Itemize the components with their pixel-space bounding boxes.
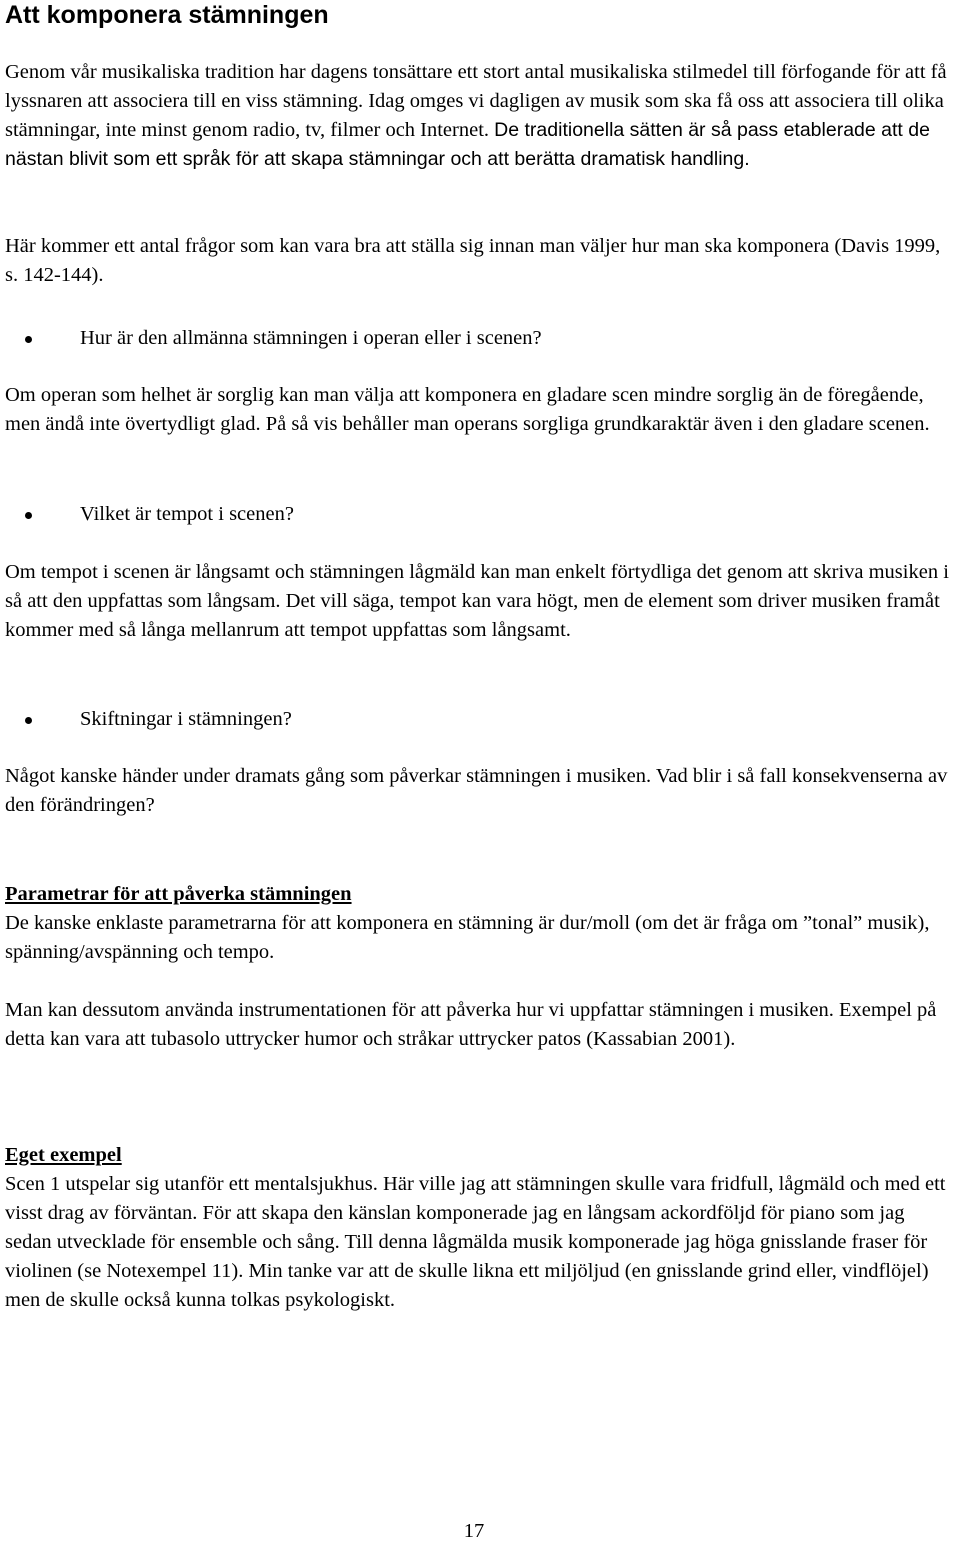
page-number: 17 — [463, 1520, 485, 1542]
section-parametrar-paragraph-2: Man kan dessutom använda instrumentationen för att påverka hur vi uppfattar stämningen i musiken. Exempel på detta kan vara att tubasolo uttrycker humor och stråkar uttrycker patos (Kassabian 2001). — [5, 999, 937, 1050]
page-title: Att komponera stämningen — [5, 1, 329, 29]
paragraph-1: Om operan som helhet är sorglig kan man välja att komponera en gladare scen mindre sorglig än de föregående, men ändå inte övertydligt glad. På så vis behåller man operans sorgliga grundkaraktär även i den gladare scenen. — [5, 384, 930, 435]
bullet-text: Vilket är tempot i scenen? — [80, 503, 294, 525]
questions-intro-paragraph: Här kommer ett antal frågor som kan vara bra att ställa sig innan man väljer hur man ska komponera (Davis 1999, s. 142-144). — [5, 235, 941, 286]
bullet-dot-icon — [25, 717, 32, 724]
bullet-dot-icon — [25, 512, 32, 519]
intro-serif-text: Genom vår musikaliska tradition har dagens tonsättare ett stort antal musikaliska stilmedel till förfogande för att få lyssnaren att associera till en viss stämning. Idag omges vi dagligen av musik som ska få oss att associera till olika stämningar, inte minst genom radio, tv, filmer och Internet. — [5, 61, 947, 141]
intro-paragraph — [5, 58, 953, 174]
section-eget-exempel — [5, 1141, 953, 1315]
bullet-text: Skiftningar i stämningen? — [80, 708, 292, 730]
bullet-dot-icon — [25, 336, 32, 343]
bullet-text: Hur är den allmänna stämningen i operan eller i scenen? — [80, 327, 542, 349]
section-heading-parametrar: Parametrar för att påverka stämningen — [5, 883, 352, 905]
section-parametrar — [5, 880, 953, 1054]
section-parametrar-paragraph-1: De kanske enklaste parametrarna för att komponera en stämning är dur/moll (om det är fråga om ”tonal” musik), spänning/avspänning och tempo. — [5, 912, 930, 963]
paragraph-3: Något kanske händer under dramats gång som påverkar stämningen i musiken. Vad blir i så fall konsekvenserna av den förändringen? — [5, 765, 948, 816]
paragraph-2: Om tempot i scenen är långsamt och stämningen lågmäld kan man enkelt förtydliga det genom att skriva musiken i så att den uppfattas som långsam. Det vill säga, tempot kan vara högt, men de element som driver musiken framåt kommer med så långa mellanrum att tempot uppfattas som långsamt. — [5, 561, 949, 641]
intro-sans-text: De traditionella sätten är så pass etablerade att de nästan blivit som ett språk för att skapa stämningar och att berätta dramatisk handling. — [5, 119, 930, 170]
section-exempel-paragraph: Scen 1 utspelar sig utanför ett mentalsjukhus. Här ville jag att stämningen skulle vara fridfull, lågmäld och med ett visst drag av förväntan. För att skapa den känslan komponerade jag en långsam ackordföljd för piano som jag sedan utvecklade för ensemble och sång. Till denna lågmälda musik komponerade jag höga gnisslande fraser för violinen (se Notexempel 11). Min tanke var att de skulle likna ett miljöljud (en gnisslande grind eller, vindflöjel) men de skulle också kunna tolkas psykologiskt. — [5, 1173, 946, 1311]
section-heading-eget-exempel: Eget exempel — [5, 1144, 122, 1166]
